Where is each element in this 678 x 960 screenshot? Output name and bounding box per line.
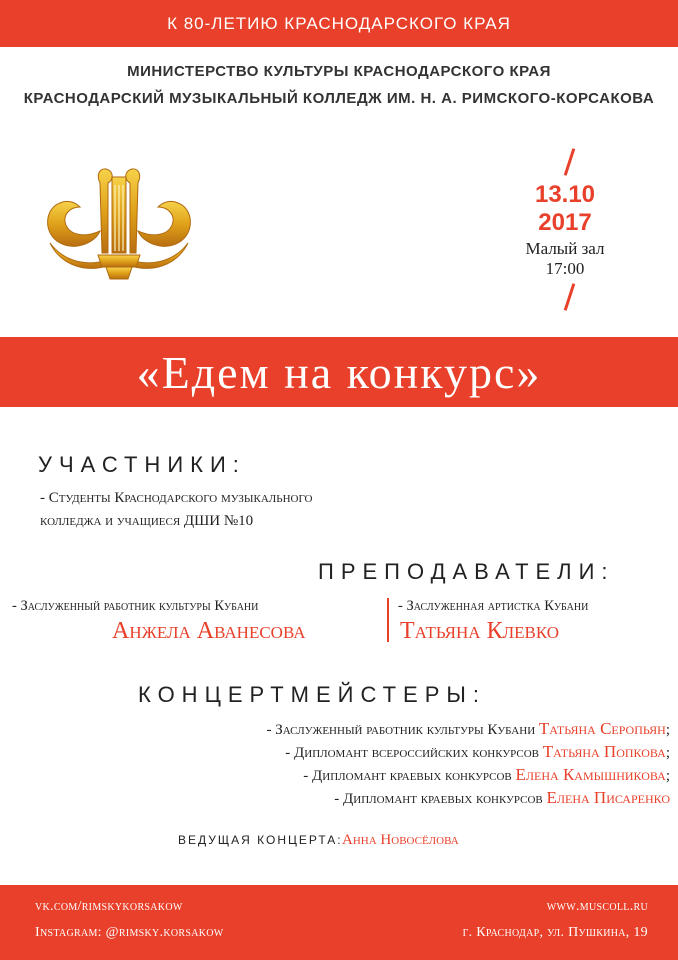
accompanist-item xyxy=(334,788,670,808)
accompanist-end: ; xyxy=(665,722,670,738)
accompanist-role: - Дипломант краевых конкурсов xyxy=(334,791,543,807)
teachers-divider xyxy=(387,598,389,642)
accompanist-role: - Заслуженный работник культуры Кубани xyxy=(266,722,536,738)
address-text: г. Краснодар, ул. Пушкина, 19 xyxy=(462,925,648,940)
event-hall: Малый зал xyxy=(525,239,605,258)
host-label: ВЕДУЩАЯ КОНЦЕРТА: xyxy=(178,833,343,847)
accompanist-end: ; xyxy=(665,768,670,784)
accompanist-name: Елена Писаренко xyxy=(546,788,670,807)
accompanist-name: Татьяна Серопьян xyxy=(538,719,666,738)
vk-link[interactable]: vk.com/rimskykorsakow xyxy=(35,899,183,914)
teacher-right-name: Татьяна Клевко xyxy=(400,618,560,644)
organizer-college: КРАСНОДАРСКИЙ МУЗЫКАЛЬНЫЙ КОЛЛЕДЖ ИМ. Н. А. РИМСКОГО-КОРСАКОВА xyxy=(23,90,655,107)
accompanist-role: - Дипломант краевых конкурсов xyxy=(303,768,512,784)
teacher-right-role: - Заслуженная артистка Кубани xyxy=(398,598,589,614)
college-lyre-logo xyxy=(40,163,198,283)
event-time: 17:00 xyxy=(545,259,585,278)
participants-line-2: колледжа и учащиеся ДШИ №10 xyxy=(40,513,254,529)
accompanist-name: Елена Камышникова xyxy=(515,765,666,784)
event-date: 13.10 xyxy=(534,181,596,208)
host-name: Анна Новосёлова xyxy=(342,832,459,848)
accompanists-heading: КОНЦЕРТМЕЙСТЕРЫ: xyxy=(138,682,486,707)
footer-banner xyxy=(0,885,678,960)
top-banner xyxy=(0,0,678,47)
accompanist-item xyxy=(285,742,670,762)
participants-line-1: - Студенты Краснодарского музыкального xyxy=(40,490,313,506)
title-banner xyxy=(0,337,678,407)
accompanist-name: Татьяна Попкова xyxy=(542,742,666,761)
event-year: 2017 xyxy=(538,209,592,236)
accompanist-end: ; xyxy=(665,745,670,761)
teacher-left-role: - Заслуженный работник культуры Кубани xyxy=(12,598,259,614)
anniversary-text: К 80-ЛЕТИЮ КРАСНОДАРСКОГО КРАЯ xyxy=(167,13,511,33)
organizer-ministry: МИНИСТЕРСТВО КУЛЬТУРЫ КРАСНОДАРСКОГО КРАЯ xyxy=(127,63,551,80)
accompanist-item xyxy=(267,719,670,739)
decor-slash-top xyxy=(564,148,576,176)
accompanist-item xyxy=(303,765,670,785)
instagram-link[interactable]: Instagram: @rimsky.korsakow xyxy=(35,925,224,940)
website-link[interactable]: www.muscoll.ru xyxy=(546,899,648,914)
teachers-heading: ПРЕПОДАВАТЕЛИ: xyxy=(318,559,615,584)
accompanist-role: - Дипломант всероссийских конкурсов xyxy=(285,745,540,761)
concert-title: «Едем на конкурс» xyxy=(136,346,542,398)
participants-heading: УЧАСТНИКИ: xyxy=(38,452,246,477)
teacher-left-name: Анжела Аванесова xyxy=(112,618,306,644)
decor-slash-bottom xyxy=(564,283,576,311)
